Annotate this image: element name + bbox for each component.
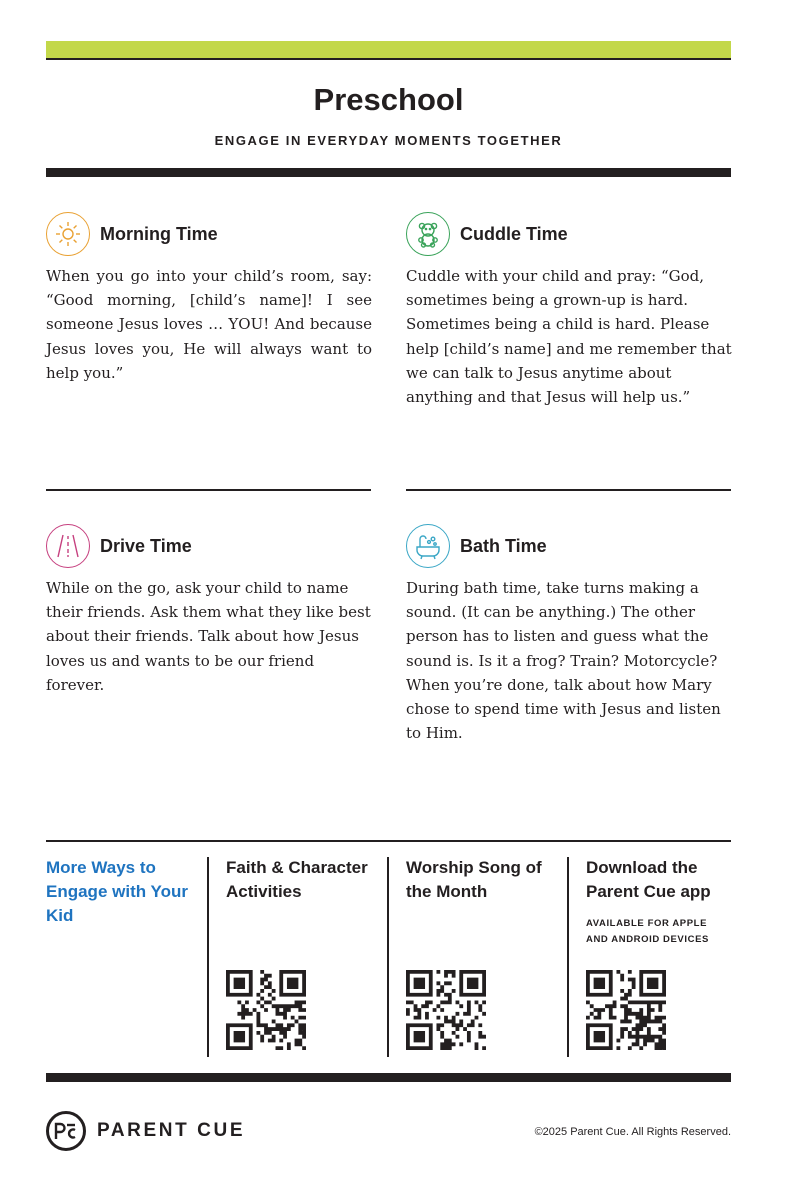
sun-icon (46, 212, 90, 256)
resources-intro (46, 856, 196, 928)
resources-intro-title: More Ways to Engage with Your Kid (46, 858, 188, 925)
section-divider-right (406, 489, 731, 491)
resource-title: Download the Parent Cue app (586, 858, 711, 901)
resource-title: Faith & Character Activities (226, 858, 368, 901)
footer-divider (46, 1073, 731, 1082)
section-title: Drive Time (100, 535, 192, 556)
section-title: Cuddle Time (460, 223, 568, 244)
copyright: ©2025 Parent Cue. All Rights Reserved. (534, 1126, 731, 1138)
bathtub-icon (406, 524, 450, 568)
resource-title: Worship Song of the Month (406, 858, 542, 901)
brand-name: PARENT CUE (97, 1120, 246, 1141)
road-icon (46, 524, 90, 568)
qr-code-pattern (586, 970, 666, 1050)
qr-code-icon[interactable] (406, 970, 486, 1050)
resources-top-rule (46, 840, 731, 842)
parent-cue-logo (46, 1111, 245, 1151)
page-title: Preschool (313, 82, 464, 117)
section-body: While on the go, ask your child to name their friends. Ask them what they like best about their friends. Talk about how Jesus loves us and wants to be our friend forever. (46, 579, 371, 694)
qr-code-icon[interactable] (226, 970, 306, 1050)
section-morning-time (46, 212, 372, 385)
qr-code-icon[interactable] (586, 970, 666, 1050)
page-subtitle: ENGAGE IN EVERYDAY MOMENTS TOGETHER (214, 133, 563, 148)
top-accent-band (46, 41, 731, 58)
section-divider-left (46, 489, 371, 491)
resource-note: AVAILABLE FOR APPLE AND ANDROID DEVICES (586, 918, 709, 945)
section-drive-time (46, 524, 372, 697)
resource-faith-activities (226, 856, 386, 904)
resources-divider (387, 857, 389, 1057)
logo-mark-icon (46, 1111, 86, 1151)
resources-divider (207, 857, 209, 1057)
qr-code-pattern (226, 970, 306, 1050)
section-body: When you go into your child’s room, say: “Good morning, [child’s name]! I see someone Jesus loves … YOU! And because Jesus loves you, He will always want to help you.” (46, 267, 372, 382)
resources-panel (46, 840, 731, 1060)
resource-worship-song (406, 856, 566, 904)
section-body: Cuddle with your child and pray: “God, sometimes being a grown-up is hard. Sometimes being a child is hard. Please help [child’s name] and me remember that we can talk to Jesus anytime about anything and that Jesus will help us.” (406, 267, 732, 407)
section-bath-time (406, 524, 732, 745)
qr-code-pattern (406, 970, 486, 1050)
resource-parent-cue-app (586, 856, 731, 948)
section-title: Bath Time (460, 535, 547, 556)
teddy-bear-icon (406, 212, 450, 256)
section-body: During bath time, take turns making a sound. (It can be anything.) The other person has to listen and guess what the sound is. Is it a frog? Train? Motorcycle? When you’re done, talk about how Mary chose to spend time with Jesus and listen to Him. (406, 579, 721, 743)
top-rule (46, 58, 731, 60)
resources-divider (567, 857, 569, 1057)
section-cuddle-time (406, 212, 732, 409)
section-title: Morning Time (100, 223, 218, 244)
header-divider (46, 168, 731, 177)
